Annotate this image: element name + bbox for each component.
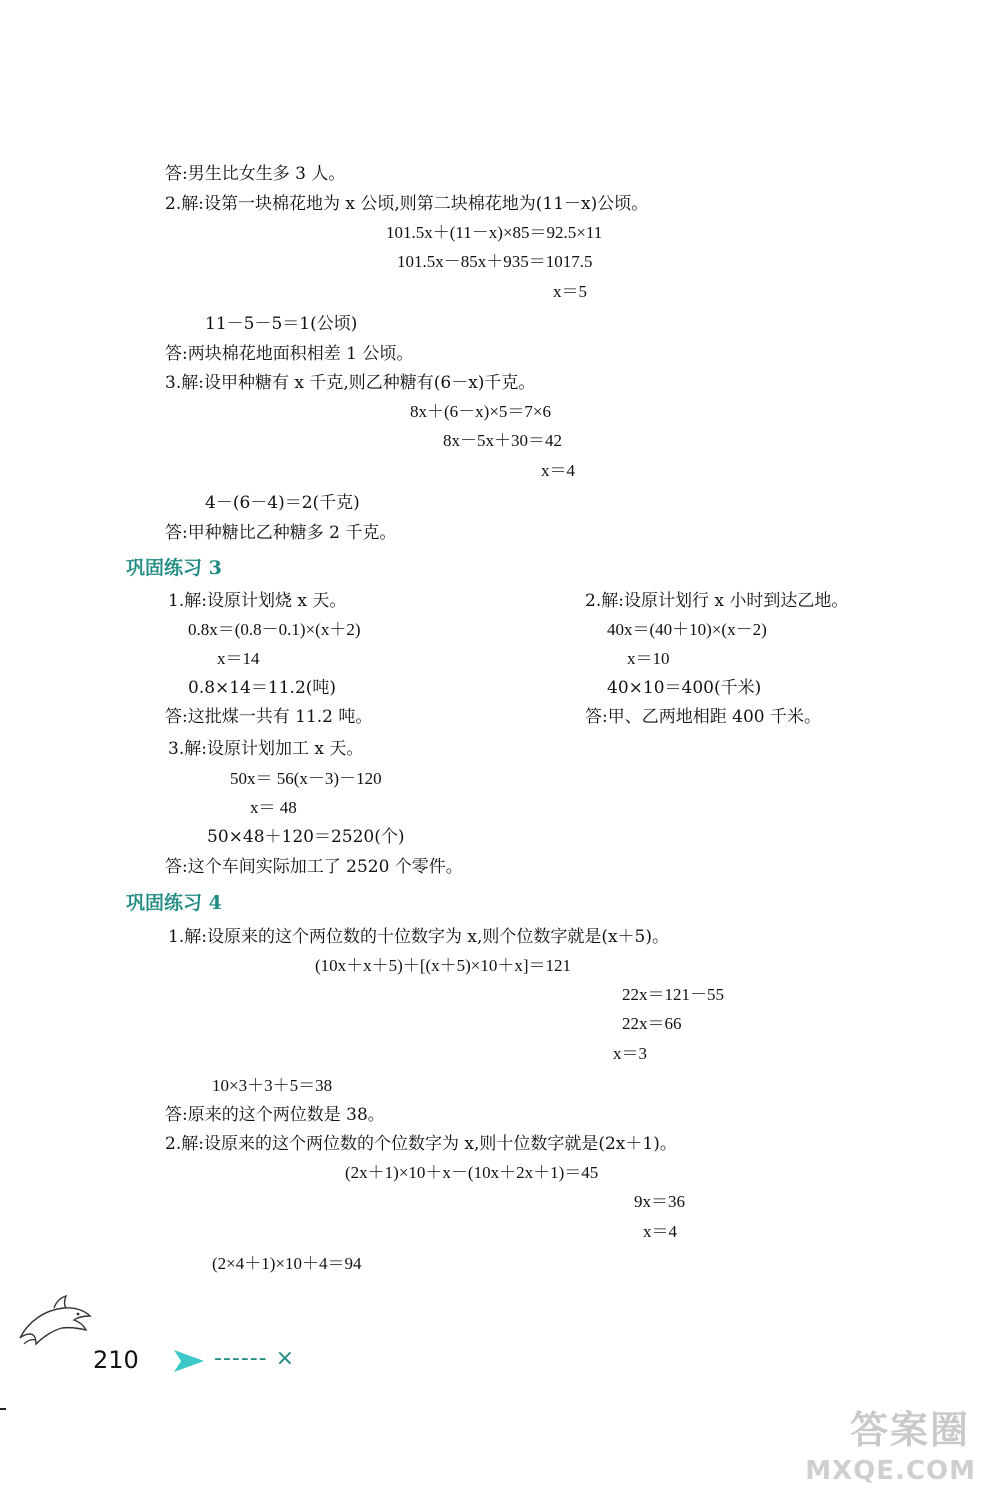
corner-mark	[0, 1408, 6, 1410]
text-line: 答:原来的这个两位数是 38。	[165, 1105, 385, 1125]
text-line: (10x＋x＋5)＋[(x＋5)×10＋x]＝121	[315, 956, 572, 975]
text-line: 答:这批煤一共有 11.2 吨。	[165, 707, 373, 727]
text-line: 2.解:设原来的这个两位数的个位数字为 x,则十位数字就是(2x＋1)。	[165, 1134, 677, 1154]
text-line: 101.5x＋(11－x)×85＝92.5×11	[386, 223, 603, 242]
text-line: x＝4	[643, 1222, 677, 1241]
text-line: 答:这个车间实际加工了 2520 个零件。	[165, 857, 463, 877]
text-line: 答:两块棉花地面积相差 1 公顷。	[165, 344, 414, 364]
text-line: 40x＝(40＋10)×(x－2)	[607, 620, 767, 639]
text-line: 4－(6－4)＝2(千克)	[205, 493, 360, 513]
text-line: 1.解:设原计划烧 x 天。	[168, 591, 347, 611]
text-line: 9x＝36	[634, 1192, 685, 1211]
text-line: 2.解:设原计划行 x 小时到达乙地。	[585, 591, 849, 611]
text-line: (2×4＋1)×10＋4＝94	[212, 1254, 362, 1273]
text-line: 答:甲、乙两地相距 400 千米。	[585, 707, 821, 727]
watermark-url: MXQE.COM	[805, 1456, 976, 1486]
text-line: 3.解:设甲种糖有 x 千克,则乙种糖有(6－x)千克。	[165, 373, 536, 393]
footer-dash-line: ------	[214, 1346, 268, 1371]
text-line: 答:甲种糖比乙种糖多 2 千克。	[165, 523, 397, 543]
text-line: 50×48＋120＝2520(个)	[207, 827, 405, 847]
text-line: x＝14	[217, 649, 260, 668]
text-line: 3.解:设原计划加工 x 天。	[168, 739, 364, 759]
text-line: (2x＋1)×10＋x－(10x＋2x＋1)＝45	[345, 1163, 599, 1182]
text-line: x＝ 48	[250, 798, 297, 817]
text-line: 22x＝121－55	[622, 985, 724, 1004]
text-line: 0.8x＝(0.8－0.1)×(x＋2)	[188, 620, 361, 639]
text-line: 8x＋(6－x)×5＝7×6	[410, 402, 551, 421]
page-number: 210	[93, 1346, 139, 1374]
text-line: 10×3＋3＋5＝38	[212, 1076, 333, 1095]
text-line: x＝5	[553, 282, 587, 301]
text-line: 22x＝66	[622, 1014, 682, 1033]
text-line: 2.解:设第一块棉花地为 x 公顷,则第二块棉花地为(11－x)公顷。	[165, 194, 649, 214]
text-line: 11－5－5＝1(公顷)	[205, 314, 358, 334]
text-line: 40×10＝400(千米)	[607, 678, 762, 698]
text-line: x＝3	[613, 1044, 647, 1063]
text-line: 50x＝ 56(x－3)－120	[230, 769, 382, 788]
text-line: 答:男生比女生多 3 人。	[165, 164, 346, 184]
text-line: 0.8×14＝11.2(吨)	[188, 678, 337, 698]
section-heading: 巩固练习 3	[126, 557, 222, 579]
dolphin-icon	[14, 1292, 94, 1348]
scissors-icon: ×	[275, 1346, 296, 1371]
text-line: x＝10	[627, 649, 670, 668]
text-line: 101.5x－85x＋935＝1017.5	[397, 252, 593, 271]
section-heading: 巩固练习 4	[126, 892, 222, 914]
arrow-icon	[172, 1348, 206, 1374]
footer-dashes	[214, 1346, 295, 1371]
text-line: 1.解:设原来的这个两位数的十位数字为 x,则个位数字就是(x＋5)。	[168, 927, 670, 947]
text-line: x＝4	[541, 461, 575, 480]
text-line: 8x－5x＋30＝42	[443, 431, 562, 450]
watermark-title: 答案圈	[849, 1408, 970, 1452]
